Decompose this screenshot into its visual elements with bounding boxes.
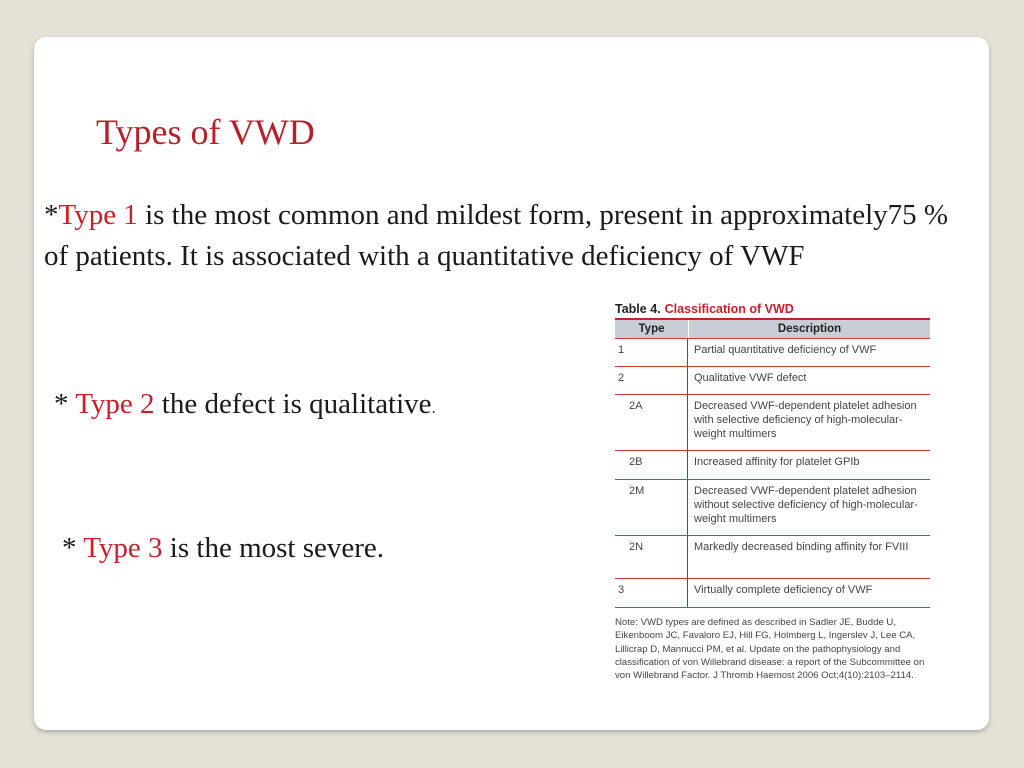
type2-prefix: * <box>54 388 76 420</box>
row-description: Markedly decreased binding affinity for FVIII <box>694 541 909 553</box>
type3-prefix: * <box>62 532 84 564</box>
row-description: Decreased VWF-dependent platelet adhesion without selective deficiency of high-molecular-weight multimers <box>694 485 918 525</box>
row-description: Qualitative VWF defect <box>694 372 807 384</box>
row-description: Decreased VWF-dependent platelet adhesion with selective deficiency of high-molecular-weight multimers <box>694 400 917 440</box>
type2-text: the defect is qualitative <box>154 388 432 420</box>
row-description: Virtually complete deficiency of VWF <box>694 584 873 596</box>
vwd-classification-table <box>615 300 930 682</box>
table-row <box>615 578 930 607</box>
table-bottom-rule <box>615 607 930 608</box>
slide <box>34 37 989 730</box>
table-row <box>615 394 930 450</box>
slide-title: Types of VWD <box>96 112 315 152</box>
type2-label: Type 2 <box>75 388 155 420</box>
row-type: 2A <box>615 395 688 450</box>
table-caption-label: Table 4. <box>615 302 661 316</box>
table-row <box>615 535 930 578</box>
row-type: 3 <box>615 579 688 607</box>
table-note: Note: VWD types are defined as described in Sadler JE, Budde U, Eikenboom JC, Favaloro EJ, Hill FG, Holmberg L, Ingerslev J, Lee CA, Lillicrap D, Mannucci PM, et al. Update on the pathophysiology and classification of von Willebrand disease: a report of the Subcommittee on von Willebrand Factor. J Thromb Haemost 2006 Oct;4(10):2103–2114. <box>615 617 925 682</box>
table-header-row <box>615 318 930 338</box>
row-description: Increased affinity for platelet GPIb <box>694 456 860 468</box>
type1-label: Type 1 <box>58 199 138 231</box>
type1-prefix: * <box>44 199 59 231</box>
table-row <box>615 338 930 366</box>
table-row <box>615 479 930 535</box>
header-description: Description <box>777 323 842 335</box>
row-description: Partial quantitative deficiency of VWF <box>694 344 877 356</box>
type1-paragraph <box>44 195 974 277</box>
table-caption-title: Classification of VWD <box>664 302 794 316</box>
row-type: 2B <box>615 451 688 479</box>
type3-label: Type 3 <box>83 532 163 564</box>
row-type: 2M <box>615 480 688 535</box>
row-type: 2N <box>615 536 688 578</box>
header-type: Type <box>615 320 689 338</box>
row-type: 2 <box>615 367 688 394</box>
type3-paragraph <box>62 528 384 569</box>
type1-text: is the most common and mildest form, present in approximately75 % of patients. It is associated with a quantitative deficiency of VWF <box>44 199 949 272</box>
row-type: 1 <box>615 339 688 366</box>
type2-paragraph <box>54 384 436 429</box>
type2-suffix: . <box>431 400 436 417</box>
type3-text: is the most severe. <box>162 532 385 564</box>
table-row <box>615 450 930 479</box>
table-row <box>615 366 930 394</box>
table-caption <box>615 300 930 318</box>
